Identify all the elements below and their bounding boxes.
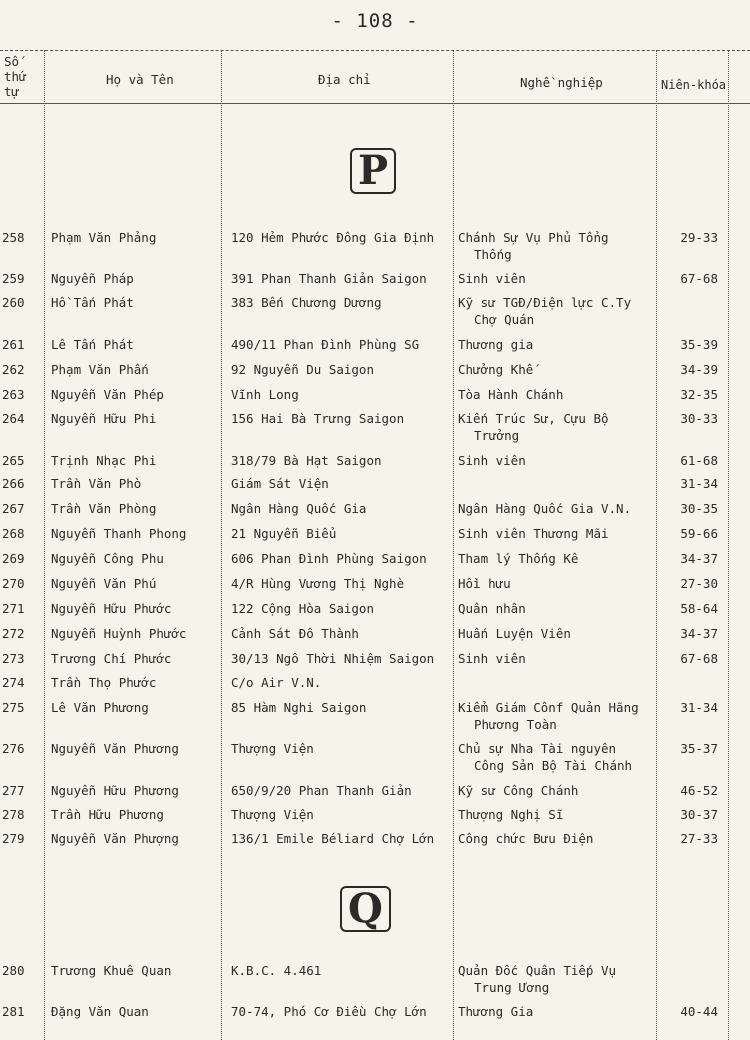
cell-address: Thượng Viện bbox=[231, 807, 314, 822]
cell-address: C/o Air V.N. bbox=[231, 675, 322, 690]
cell-name: Trần Văn Phòng bbox=[51, 501, 157, 516]
cell-name: Trần Thọ Phước bbox=[51, 675, 157, 690]
cell-year: 31-34 bbox=[680, 700, 718, 715]
cell-occupation: Quản Đốc Quân Tiếp Vụ Trung Ương bbox=[458, 963, 617, 995]
cell-name: Nguyễn Văn Phương bbox=[51, 741, 179, 756]
header-number-line: tự bbox=[4, 84, 20, 99]
cell-year: 27-30 bbox=[680, 576, 718, 591]
header-name: Họ và Tên bbox=[106, 72, 174, 87]
cell-address: 156 Hai Bà Trưng Saigon bbox=[231, 411, 405, 426]
cell-occupation: Hồi hưu bbox=[458, 576, 511, 591]
cell-year: 30-33 bbox=[680, 411, 718, 426]
cell-year: 29-33 bbox=[680, 230, 718, 245]
cell-address: 70-74, Phó Cơ Điều Chợ Lớn bbox=[231, 1004, 427, 1019]
cell-occupation: Tham lý Thống Kê bbox=[458, 551, 579, 566]
cell-address: Cảnh Sát Đô Thành bbox=[231, 626, 359, 641]
cell-name: Nguyễn Huỳnh Phước bbox=[51, 626, 187, 641]
cell-address: Thượng Viện bbox=[231, 741, 314, 756]
cell-num: 261 bbox=[2, 337, 25, 352]
header-occupation: Nghề nghiệp bbox=[520, 75, 603, 90]
cell-occupation: Kỹ sư Công Chánh bbox=[458, 783, 579, 798]
cell-year: 67-68 bbox=[680, 651, 718, 666]
cell-occupation: Chủ sự Nha Tài nguyên Công Sản Bộ Tài Chánh bbox=[458, 741, 633, 773]
column-divider bbox=[44, 50, 45, 1040]
cell-occupation: Tòa Hành Chánh bbox=[458, 387, 564, 402]
cell-address: Ngân Hàng Quốc Gia bbox=[231, 501, 367, 516]
header-number bbox=[4, 54, 44, 99]
cell-year: 30-35 bbox=[680, 501, 718, 516]
cell-occupation: Kỹ sư TGĐ/Điện lực C.Ty Chợ Quán bbox=[458, 295, 632, 327]
section-letter-p bbox=[350, 148, 388, 192]
cell-name: Phạm Văn Phảng bbox=[51, 230, 157, 245]
cell-num: 268 bbox=[2, 526, 25, 541]
header-address: Địa chỉ bbox=[318, 72, 371, 87]
cell-num: 270 bbox=[2, 576, 25, 591]
cell-address: 122 Cộng Hòa Saigon bbox=[231, 601, 374, 616]
cell-name: Trương Khuê Quan bbox=[51, 963, 172, 978]
cell-num: 277 bbox=[2, 783, 25, 798]
header-number-line: thứ bbox=[4, 69, 27, 84]
cell-name: Nguyễn Công Phu bbox=[51, 551, 164, 566]
section-letter-q bbox=[340, 885, 383, 932]
cell-num: 262 bbox=[2, 362, 25, 377]
cell-occupation: Sinh viên bbox=[458, 453, 526, 468]
cell-num: 273 bbox=[2, 651, 25, 666]
header-bottom-rule bbox=[0, 103, 750, 104]
column-divider bbox=[656, 50, 657, 1040]
cell-address: 650/9/20 Phan Thanh Giản bbox=[231, 783, 412, 798]
cell-year: 32-35 bbox=[680, 387, 718, 402]
cell-num: 275 bbox=[2, 700, 25, 715]
cell-num: 258 bbox=[2, 230, 25, 245]
cell-num: 265 bbox=[2, 453, 25, 468]
cell-address: 21 Nguyễn Biểu bbox=[231, 526, 337, 541]
cell-num: 259 bbox=[2, 271, 25, 286]
cell-num: 267 bbox=[2, 501, 25, 516]
cell-num: 266 bbox=[2, 476, 25, 491]
cell-num: 260 bbox=[2, 295, 25, 310]
cell-name: Trần Văn Phò bbox=[51, 476, 142, 491]
cell-address: 606 Phan Đình Phùng Saigon bbox=[231, 551, 427, 566]
cell-year: 34-37 bbox=[680, 551, 718, 566]
cell-year: 27-33 bbox=[680, 831, 718, 846]
cell-num: 276 bbox=[2, 741, 25, 756]
cell-address: Vĩnh Long bbox=[231, 387, 299, 402]
cell-year: 40-44 bbox=[680, 1004, 718, 1019]
cell-name: Đặng Văn Quan bbox=[51, 1004, 149, 1019]
cell-occupation: Thương gia bbox=[458, 337, 534, 352]
cell-name: Trần Hữu Phương bbox=[51, 807, 164, 822]
cell-year: 59-66 bbox=[680, 526, 718, 541]
cell-occupation: Sinh viên Thương Mãi bbox=[458, 526, 609, 541]
cell-name: Lê Tấn Phát bbox=[51, 337, 134, 352]
cell-year: 58-64 bbox=[680, 601, 718, 616]
cell-year: 61-68 bbox=[680, 453, 718, 468]
cell-address: 318/79 Bà Hạt Saigon bbox=[231, 453, 382, 468]
cell-year: 31-34 bbox=[680, 476, 718, 491]
header-number-line: Số bbox=[4, 54, 20, 69]
cell-address: 383 Bến Chương Dương bbox=[231, 295, 382, 310]
cell-occupation: Sinh viên bbox=[458, 271, 526, 286]
cell-year: 35-37 bbox=[680, 741, 718, 756]
cell-address: K.B.C. 4.461 bbox=[231, 963, 322, 978]
cell-address: 30/13 Ngô Thời Nhiệm Saigon bbox=[231, 651, 435, 666]
cell-occupation: Kiểm Giám Cônf Quản Hãng Phương Toàn bbox=[458, 700, 639, 732]
header-year: Niên-khóa bbox=[661, 78, 727, 92]
cell-occupation: Chánh Sự Vụ Phủ Tổng Thống bbox=[458, 230, 609, 262]
cell-num: 274 bbox=[2, 675, 25, 690]
cell-address: 4/R Hùng Vương Thị Nghè bbox=[231, 576, 405, 591]
column-divider bbox=[453, 50, 454, 1040]
cell-num: 272 bbox=[2, 626, 25, 641]
cell-occupation: Kiến Trúc Sư, Cựu Bộ Trưởng bbox=[458, 411, 609, 443]
cell-name: Hồ Tấn Phát bbox=[51, 295, 134, 310]
cell-name: Nguyễn Văn Phượng bbox=[51, 831, 179, 846]
cell-occupation: Sinh viên bbox=[458, 651, 526, 666]
cell-name: Nguyễn Hữu Phương bbox=[51, 783, 179, 798]
cell-name: Nguyễn Hữu Phi bbox=[51, 411, 157, 426]
cell-address: 490/11 Phan Đình Phùng SG bbox=[231, 337, 420, 352]
cell-num: 279 bbox=[2, 831, 25, 846]
cell-year: 67-68 bbox=[680, 271, 718, 286]
cell-name: Nguyễn Pháp bbox=[51, 271, 134, 286]
cell-num: 264 bbox=[2, 411, 25, 426]
section-letter-q-text: Q bbox=[340, 886, 391, 932]
cell-name: Trịnh Nhạc Phi bbox=[51, 453, 157, 468]
cell-occupation: Chưởng Khế bbox=[458, 362, 534, 377]
cell-year: 34-37 bbox=[680, 626, 718, 641]
cell-occupation: Công chức Bưu Điện bbox=[458, 831, 594, 846]
page-number: - 108 - bbox=[331, 10, 419, 32]
cell-address: 120 Hẻm Phước Đông Gia Định bbox=[231, 230, 435, 245]
cell-year: 46-52 bbox=[680, 783, 718, 798]
cell-address: 136/1 Emile Béliard Chợ Lớn bbox=[231, 831, 435, 846]
cell-occupation: Ngân Hàng Quốc Gia V.N. bbox=[458, 501, 632, 516]
cell-year: 30-37 bbox=[680, 807, 718, 822]
cell-name: Lê Văn Phương bbox=[51, 700, 149, 715]
cell-occupation: Thương Gia bbox=[458, 1004, 534, 1019]
cell-year: 35-39 bbox=[680, 337, 718, 352]
cell-address: 391 Phan Thanh Giản Saigon bbox=[231, 271, 427, 286]
cell-num: 271 bbox=[2, 601, 25, 616]
cell-name: Nguyễn Thanh Phong bbox=[51, 526, 187, 541]
column-divider bbox=[221, 50, 222, 1040]
cell-name: Phạm Văn Phấn bbox=[51, 362, 149, 377]
table-top-rule bbox=[0, 50, 750, 51]
cell-occupation: Huấn Luyện Viên bbox=[458, 626, 571, 641]
cell-num: 263 bbox=[2, 387, 25, 402]
cell-num: 269 bbox=[2, 551, 25, 566]
cell-name: Nguyễn Văn Phú bbox=[51, 576, 157, 591]
cell-year: 34-39 bbox=[680, 362, 718, 377]
cell-name: Nguyễn Văn Phép bbox=[51, 387, 164, 402]
section-letter-p-text: P bbox=[350, 148, 396, 194]
cell-occupation: Thượng Nghị Sĩ bbox=[458, 807, 564, 822]
cell-address: 92 Nguyễn Du Saigon bbox=[231, 362, 374, 377]
cell-address: 85 Hàm Nghi Saigon bbox=[231, 700, 367, 715]
cell-num: 278 bbox=[2, 807, 25, 822]
cell-num: 281 bbox=[2, 1004, 25, 1019]
cell-name: Trương Chí Phước bbox=[51, 651, 172, 666]
cell-address: Giám Sát Viện bbox=[231, 476, 329, 491]
cell-occupation: Quân nhân bbox=[458, 601, 526, 616]
cell-num: 280 bbox=[2, 963, 25, 978]
column-divider bbox=[728, 50, 729, 1040]
cell-name: Nguyễn Hữu Phước bbox=[51, 601, 172, 616]
